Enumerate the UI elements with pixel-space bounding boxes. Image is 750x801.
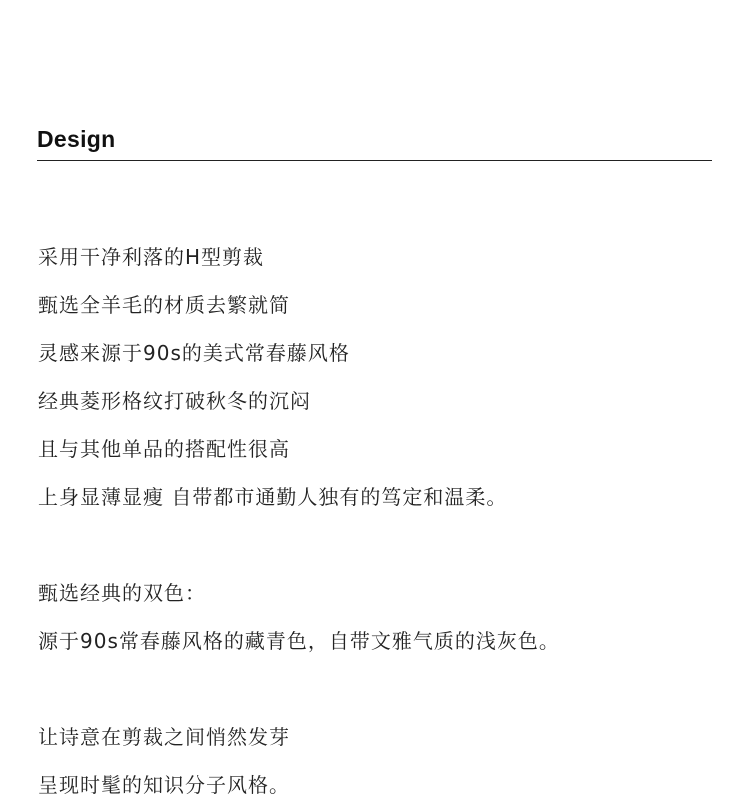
section-heading: Design — [37, 126, 116, 152]
paragraph-line-9: 让诗意在剪裁之间悄然发芽 — [38, 725, 290, 749]
paragraph-line-10: 呈现时髦的知识分子风格。 — [38, 773, 290, 797]
paragraph-line-3: 灵感来源于90s的美式常春藤风格 — [38, 341, 350, 365]
heading-divider — [37, 160, 712, 161]
paragraph-line-5: 且与其他单品的搭配性很高 — [38, 437, 290, 461]
paragraph-line-6: 上身显薄显瘦 自带都市通勤人独有的笃定和温柔。 — [38, 485, 508, 509]
paragraph-line-8: 源于90s常春藤风格的藏青色，自带文雅气质的浅灰色。 — [38, 629, 560, 653]
paragraph-line-1: 采用干净利落的H型剪裁 — [38, 245, 265, 269]
paragraph-line-7: 甄选经典的双色： — [38, 581, 206, 605]
paragraph-line-4: 经典菱形格纹打破秋冬的沉闷 — [38, 389, 311, 413]
paragraph-line-2: 甄选全羊毛的材质去繁就简 — [38, 293, 290, 317]
